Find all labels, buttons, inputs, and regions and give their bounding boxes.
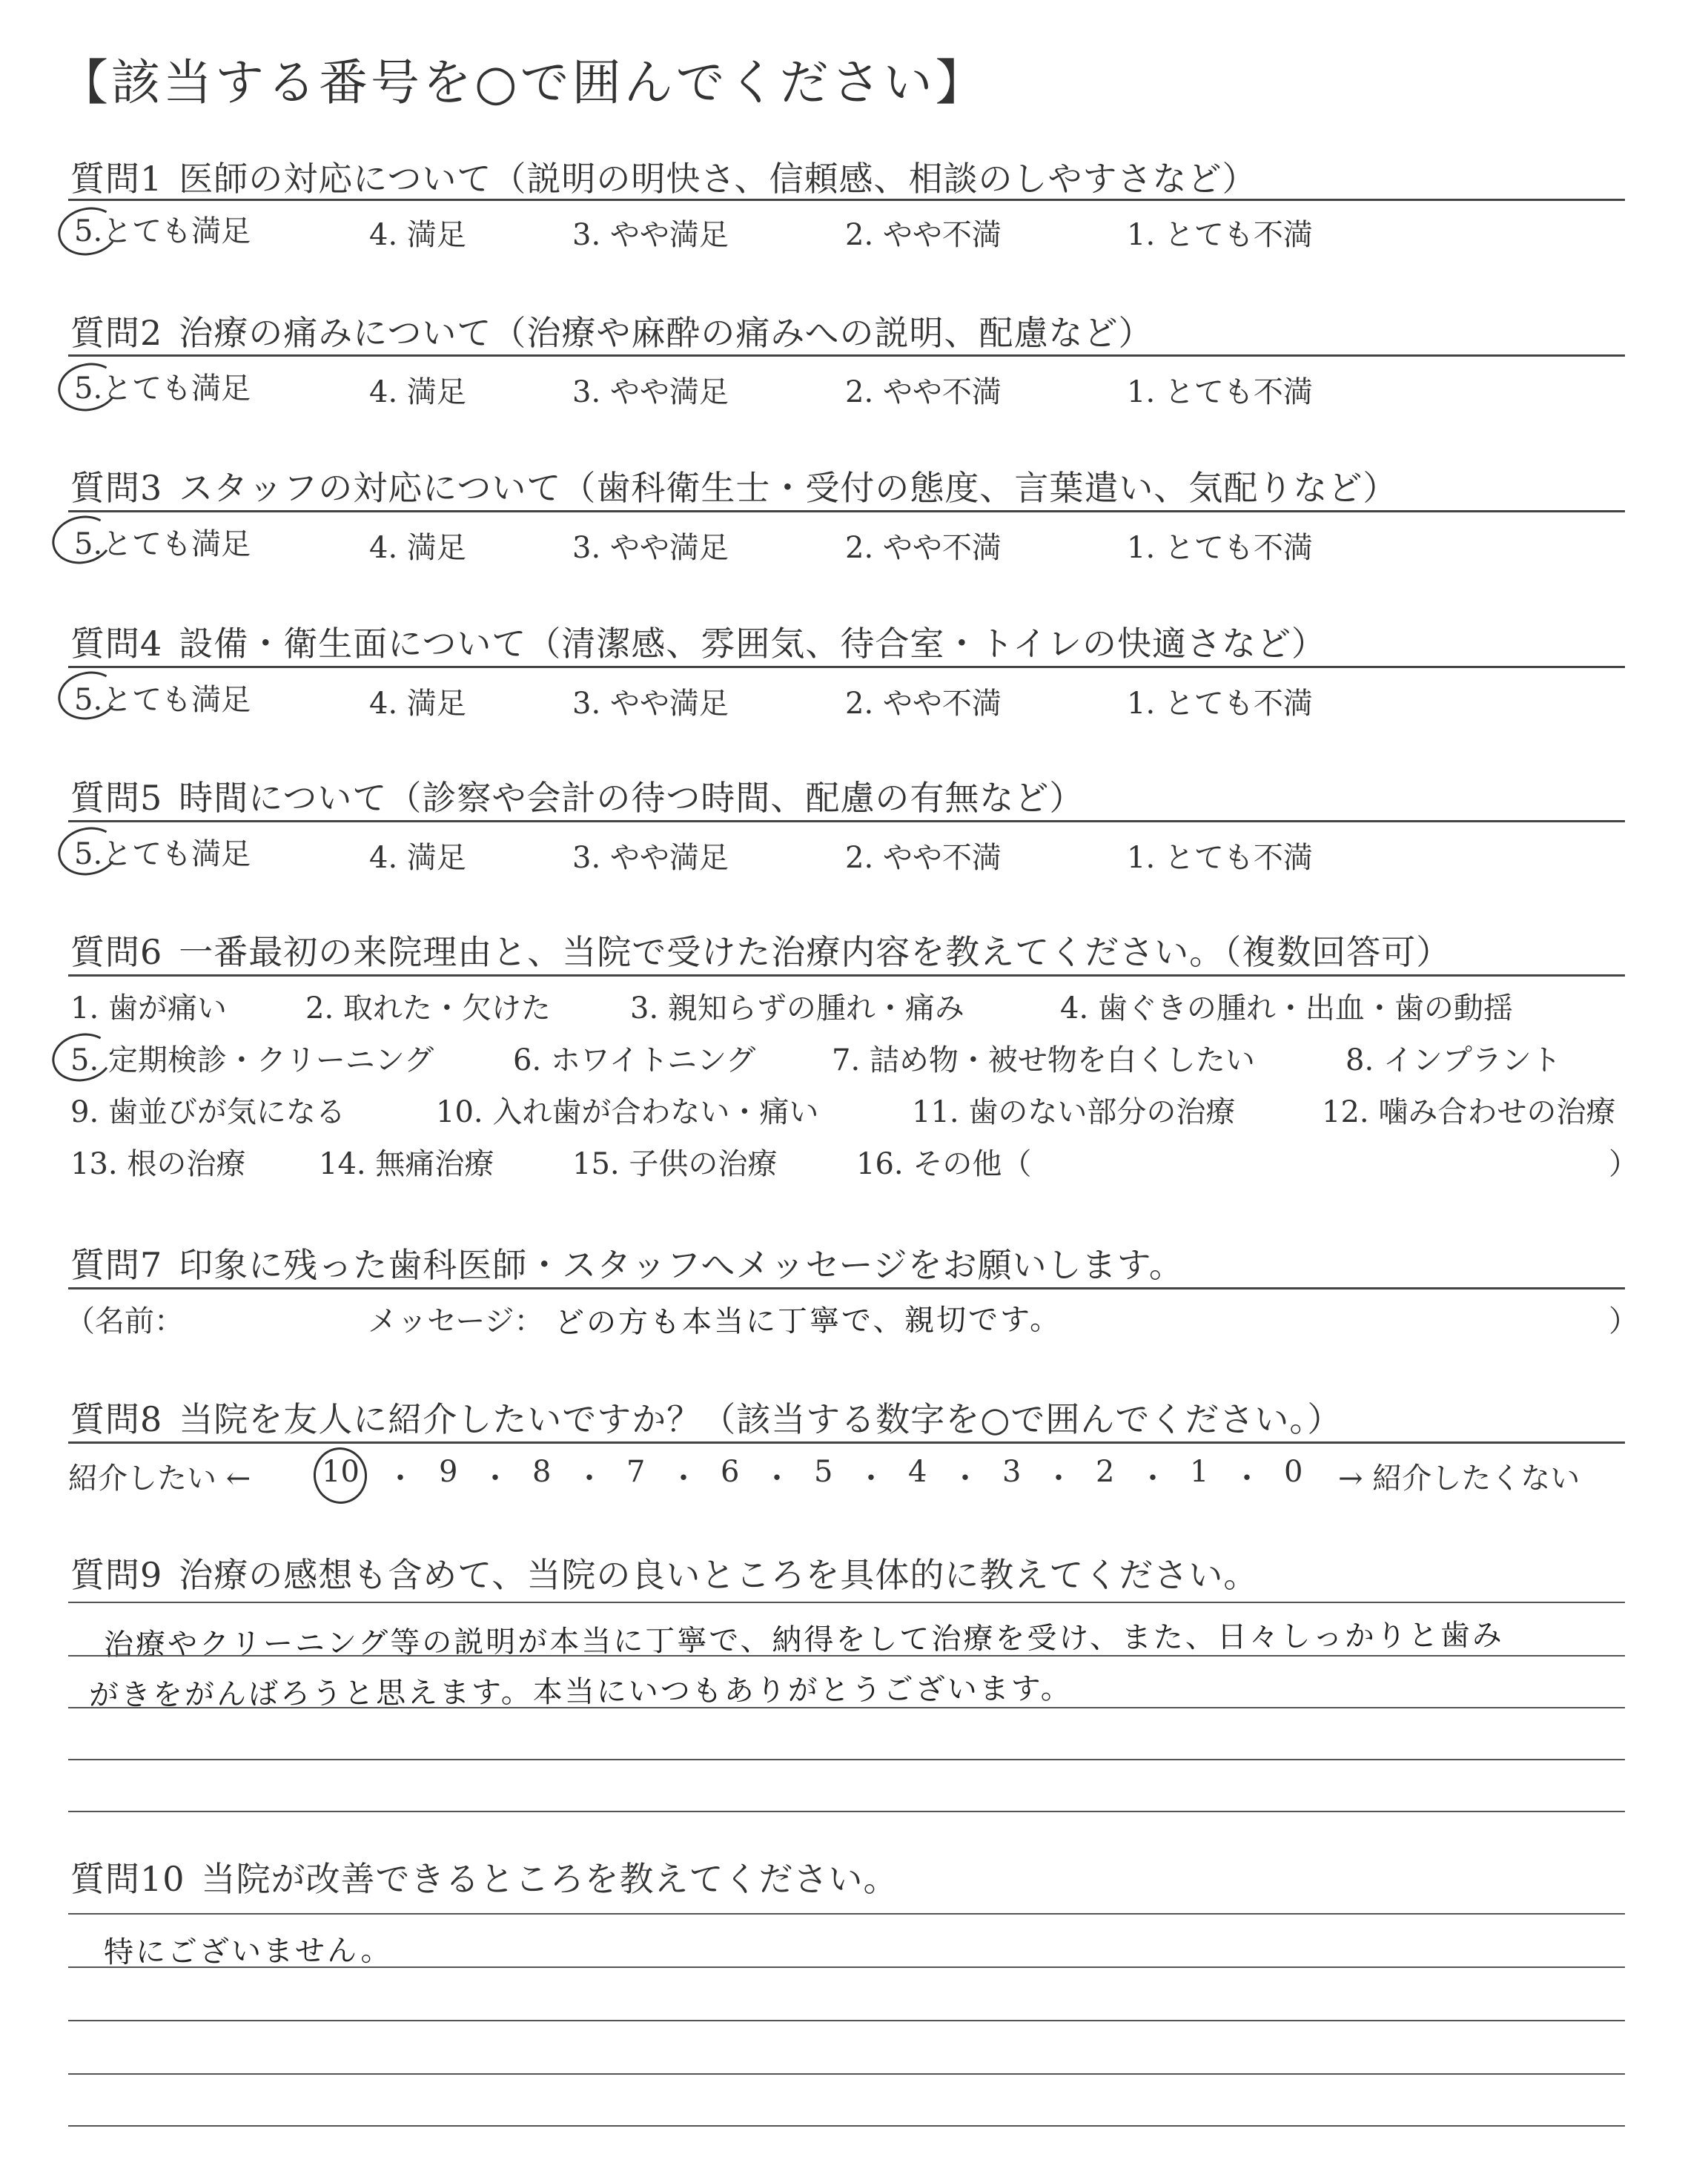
question-8-text: 当院を友人に紹介したいですか？（該当する数字を○で囲んでください。） <box>179 1399 1343 1439</box>
question-8-title <box>70 1393 1342 1441</box>
q2-option-3[interactable]: 3. やや満足 <box>572 375 729 409</box>
question-9-text: 治療の感想も含めて、当院の良いところを具体的に教えてください。 <box>179 1555 1259 1595</box>
q6-option-11[interactable]: 11. 歯のない部分の治療 <box>912 1095 1236 1129</box>
q1-option-5[interactable]: 5.とても満足 <box>74 214 251 248</box>
q6-option-4[interactable]: 4. 歯ぐきの腫れ・出血・歯の動揺 <box>1060 991 1513 1025</box>
q2-option-5[interactable]: 5.とても満足 <box>74 371 251 406</box>
question-8-rule <box>68 1441 1625 1444</box>
question-6-title <box>70 925 1451 974</box>
q6-other-close-paren: ） <box>1609 1147 1638 1181</box>
question-4-number: 質問4 <box>70 624 163 664</box>
q8-right-label: → 紹介したくない <box>1338 1462 1580 1496</box>
q10-answer-line <box>68 1913 1625 1915</box>
question-3-rule <box>68 510 1625 512</box>
q9-answer-line <box>68 1759 1625 1760</box>
question-6-text: 一番最初の来院理由と、当院で受けた治療内容を教えてください。（複数回答可） <box>179 932 1452 972</box>
q8-scale-0[interactable]: 0 <box>1284 1455 1303 1489</box>
q8-separator: ・ <box>762 1462 792 1496</box>
q1-option-1[interactable]: 1. とても不満 <box>1127 218 1313 252</box>
q6-option-13[interactable]: 13. 根の治療 <box>70 1147 246 1181</box>
q7-close-paren: ） <box>1609 1304 1638 1338</box>
question-4-rule <box>68 666 1625 668</box>
q3-option-4[interactable]: 4. 満足 <box>369 531 466 565</box>
question-1-title <box>70 152 1257 201</box>
q8-scale-9[interactable]: 9 <box>439 1455 458 1489</box>
q8-left-label: 紹介したい ← <box>68 1462 251 1496</box>
q9-answer-line <box>68 1811 1625 1812</box>
q6-option-5[interactable]: 5. 定期検診・クリーニング <box>70 1043 434 1077</box>
q10-answer-line <box>68 2073 1625 2075</box>
q6-option-2[interactable]: 2. 取れた・欠けた <box>305 991 551 1025</box>
q6-option-1[interactable]: 1. 歯が痛い <box>70 991 227 1025</box>
question-9-number: 質問9 <box>70 1555 163 1595</box>
question-9-title <box>70 1548 1258 1597</box>
question-7-text: 印象に残った歯科医師・スタッフへメッセージをお願いします。 <box>179 1245 1184 1285</box>
q8-scale-1[interactable]: 1 <box>1190 1455 1209 1489</box>
q7-message-value[interactable]: どの方も本当に丁寧で、親切です。 <box>554 1302 1062 1341</box>
question-10-text: 当院が改善できるところを教えてください。 <box>201 1859 898 1899</box>
q4-option-3[interactable]: 3. やや満足 <box>572 687 729 721</box>
q8-scale-4[interactable]: 4 <box>908 1455 927 1489</box>
question-7-number: 質問7 <box>70 1245 163 1285</box>
q5-option-1[interactable]: 1. とても不満 <box>1127 841 1313 875</box>
q6-option-3[interactable]: 3. 親知らずの腫れ・痛み <box>630 991 964 1025</box>
question-1-text: 医師の対応について（説明の明快さ、信頼感、相談のしやすさなど） <box>179 159 1257 199</box>
question-1-rule <box>68 199 1625 201</box>
question-8-number: 質問8 <box>70 1399 163 1439</box>
q8-separator: ・ <box>1044 1462 1073 1496</box>
q8-scale-5[interactable]: 5 <box>814 1455 833 1489</box>
question-7-title <box>70 1238 1184 1287</box>
q9-answer-line <box>68 1602 1625 1603</box>
question-6-rule <box>68 974 1625 977</box>
question-2-rule <box>68 354 1625 357</box>
question-2-text: 治療の痛みについて（治療や麻酔の痛みへの説明、配慮など） <box>179 313 1153 353</box>
q8-separator: ・ <box>575 1462 604 1496</box>
q6-option-16[interactable]: 16. その他（ <box>856 1147 1032 1181</box>
q8-separator: ・ <box>1138 1462 1168 1496</box>
question-3-number: 質問3 <box>70 468 163 508</box>
question-4-text: 設備・衛生面について（清潔感、雰囲気、待合室・トイレの快適さなど） <box>179 624 1327 664</box>
q4-option-1[interactable]: 1. とても不満 <box>1127 687 1313 721</box>
q8-scale-2[interactable]: 2 <box>1096 1455 1115 1489</box>
q8-separator: ・ <box>856 1462 886 1496</box>
q8-scale-8[interactable]: 8 <box>532 1455 552 1489</box>
q8-separator: ・ <box>385 1462 415 1496</box>
question-5-title <box>70 771 1084 820</box>
q10-answer-line-1[interactable]: 特にございません。 <box>103 1933 393 1970</box>
q8-separator: ・ <box>669 1462 698 1496</box>
question-2-number: 質問2 <box>70 313 163 353</box>
q8-separator: ・ <box>480 1462 510 1496</box>
q10-answer-line <box>68 2125 1625 2127</box>
q10-answer-line <box>68 2020 1625 2021</box>
q5-option-5[interactable]: 5.とても満足 <box>74 837 251 871</box>
q7-message-label: メッセージ： <box>368 1304 544 1338</box>
q5-option-4[interactable]: 4. 満足 <box>369 841 466 875</box>
q9-answer-line-2[interactable]: がきをがんばろうと思えます。本当にいつもありがとうございます。 <box>88 1671 1073 1713</box>
q8-scale-7[interactable]: 7 <box>626 1455 646 1489</box>
q6-option-15[interactable]: 15. 子供の治療 <box>572 1147 778 1181</box>
q6-option-14[interactable]: 14. 無痛治療 <box>319 1147 494 1181</box>
question-3-title <box>70 461 1397 510</box>
q9-answer-line-1[interactable]: 治療やクリーニング等の説明が本当に丁寧で、納得をして治療を受け、また、日々しっかりと歯み <box>103 1618 1504 1662</box>
q2-option-2[interactable]: 2. やや不満 <box>845 375 1002 409</box>
q9-answer-line <box>68 1655 1625 1657</box>
page-title: 【該当する番号を○で囲んでください】 <box>59 54 987 111</box>
question-5-number: 質問5 <box>70 778 163 818</box>
q1-option-2[interactable]: 2. やや不満 <box>845 218 1002 252</box>
question-6-number: 質問6 <box>70 932 163 972</box>
q6-option-8[interactable]: 8. インプラント <box>1345 1043 1561 1077</box>
q9-answer-line <box>68 1707 1625 1708</box>
q1-option-4[interactable]: 4. 満足 <box>369 218 466 252</box>
question-7-rule <box>68 1287 1625 1289</box>
question-2-title <box>70 306 1153 355</box>
q6-option-6[interactable]: 6. ホワイトニング <box>513 1043 756 1077</box>
question-5-text: 時間について（診察や会計の待つ時間、配慮の有無など） <box>179 778 1085 818</box>
q3-option-2[interactable]: 2. やや不満 <box>845 531 1002 565</box>
q8-scale-3[interactable]: 3 <box>1002 1455 1022 1489</box>
q6-option-9[interactable]: 9. 歯並びが気になる <box>70 1095 345 1129</box>
q4-option-4[interactable]: 4. 満足 <box>369 687 466 721</box>
q2-option-4[interactable]: 4. 満足 <box>369 375 466 409</box>
q1-option-3[interactable]: 3. やや満足 <box>572 218 729 252</box>
q3-option-5[interactable]: 5.とても満足 <box>74 527 251 561</box>
q2-option-1[interactable]: 1. とても不満 <box>1127 375 1313 409</box>
q8-separator: ・ <box>1232 1462 1262 1496</box>
question-10-title <box>70 1852 898 1901</box>
q3-option-3[interactable]: 3. やや満足 <box>572 531 729 565</box>
q4-option-2[interactable]: 2. やや不満 <box>845 687 1002 721</box>
q6-option-12[interactable]: 12. 噛み合わせの治療 <box>1322 1095 1616 1129</box>
q10-answer-line <box>68 1966 1625 1968</box>
question-3-text: スタッフの対応について（歯科衛生士・受付の態度、言葉遣い、気配りなど） <box>179 468 1398 508</box>
q4-option-5[interactable]: 5.とても満足 <box>74 683 251 717</box>
q8-scale-6[interactable]: 6 <box>721 1455 740 1489</box>
q8-separator: ・ <box>950 1462 980 1496</box>
q3-option-1[interactable]: 1. とても不満 <box>1127 531 1313 565</box>
q6-option-10[interactable]: 10. 入れ歯が合わない・痛い <box>436 1095 819 1129</box>
q6-option-7[interactable]: 7. 詰め物・被せ物を白くしたい <box>832 1043 1255 1077</box>
question-4-title <box>70 617 1326 666</box>
question-5-rule <box>68 820 1625 822</box>
q8-scale-10[interactable]: 10 <box>322 1455 360 1489</box>
question-10-number: 質問10 <box>70 1859 185 1899</box>
q7-name-label: （名前： <box>65 1304 184 1338</box>
q5-option-2[interactable]: 2. やや不満 <box>845 841 1002 875</box>
q5-option-3[interactable]: 3. やや満足 <box>572 841 729 875</box>
question-1-number: 質問1 <box>70 159 163 199</box>
